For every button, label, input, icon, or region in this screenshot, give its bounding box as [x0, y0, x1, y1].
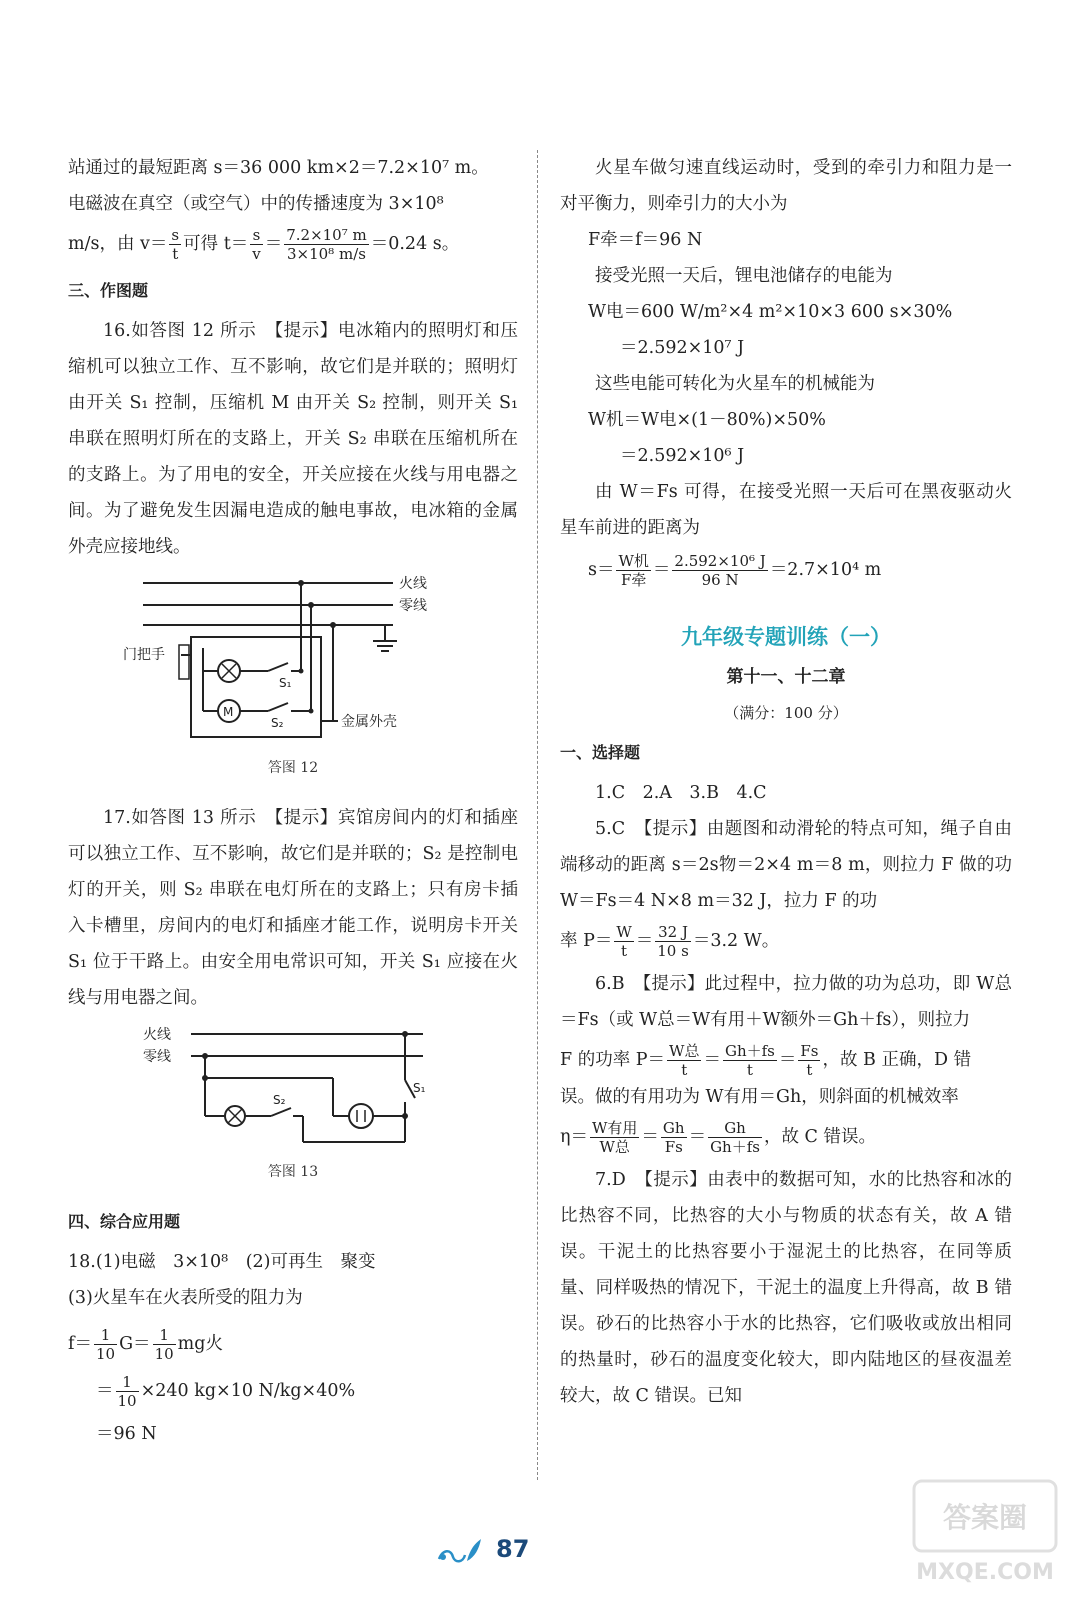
question-18-answers: 18.(1)电磁 3×10⁸ (2)可再生 聚变	[68, 1252, 376, 1272]
fraction: $\frac{\text{7.2×10⁷ m}}{\text{3×10⁸ m/s}}$	[286, 226, 367, 263]
left-p2: 电磁波在真空（或空气）中的传播速度为 3×10⁸	[68, 194, 444, 214]
equation: s＝ $\frac{\text{W机}}{\text{F牵}}$ ＝ $\frac{\text{2.592×10⁶ J}}{96 N}$ ＝2.7×10⁴ m	[588, 552, 882, 589]
neutral-wire-label: 零线	[143, 1049, 171, 1065]
circuit-diagram-12	[123, 573, 463, 748]
section-4-heading: 四、综合应用题	[68, 1212, 181, 1231]
live-wire-label: 火线	[399, 576, 427, 592]
right-column	[560, 150, 1012, 1414]
equation: F牵＝f＝96 N	[588, 230, 703, 250]
answers-1-4: 1.C 2.A 3.B 4.C	[595, 783, 767, 803]
question-5: 5.C 【提示】由题图和动滑轮的特点可知，绳子自由端移动的距离 s＝2s物＝2×4 m＝8 m，则拉力 F 做的功 W＝Fs＝4 N×8 m＝32 J，拉力 F 的功	[560, 819, 1012, 911]
question-16: 16.如答图 12 所示 【提示】电冰箱内的照明灯和压缩机可以独立工作、互不影响，故它们是并联的；照明灯由开关 S₁ 控制，压缩机 M 由开关 S₂ 控制，则开关 S₁ 串联在照明灯所在的支路上，开关 S₂ 串联在压缩机所在的支路上。为了用电的安全，开关应接在火线与用电器之间。为了避免发生因漏电造成的触电事故，电冰箱的金属外壳应接地线。	[68, 321, 518, 557]
question-6-formula: F 的功率 P＝ $\frac{\text{W总}}{t}$ ＝ $\frac{Gh+fs}{t}$ ＝ $\frac{Fs}{t}$ ，故 B 正确，D 错	[560, 1042, 972, 1079]
figure-12-caption: 答图 12	[267, 760, 319, 776]
equation: ＝ $\frac{1}{10}$ ×240 kg×10 N/kg×40%	[96, 1373, 356, 1410]
svg-text:S₂: S₂	[273, 1093, 286, 1107]
question-6-text: 误。做的有用功为 W有用＝Gh，则斜面的机械效率	[560, 1087, 959, 1107]
question-17: 17.如答图 13 所示 【提示】宾馆房间内的灯和插座可以独立工作、互不影响，故它们是并联的；S₂ 是控制电灯的开关，则 S₂ 串联在电灯所在的支路上；只有房卡插入卡槽里，房间内的电灯和插座才能工作，说明房卡开关 S₁ 位于干路上。由安全用电常识可知，开关 S₁ 应接在火线与用电器之间。	[68, 808, 518, 1008]
watermark-logo	[910, 1475, 1060, 1595]
metal-shell-label: 金属外壳	[341, 714, 397, 730]
svg-text:答案圈: 答案圈	[942, 1501, 1028, 1534]
right-p3: 这些电能可转化为火星车的机械能为	[595, 374, 875, 394]
equation: ＝2.592×10⁶ J	[620, 446, 745, 466]
right-p2: 接受光照一天后，锂电池储存的电能为	[595, 266, 893, 286]
question-5-formula: 率 P＝ $\frac{W}{t}$ ＝ $\frac{32 J}{10 s}$ ＝3.2 W。	[560, 923, 780, 960]
equation: ＝96 N	[96, 1424, 157, 1444]
question-7: 7.D 【提示】由表中的数据可知，水的比热容和冰的比热容不同，比热容的大小与物质的状态有关，故 A 错误。干泥土的比热容要小于湿泥土的比热容，在同等质量、同样吸热的情况下，干泥土的温度上升得高，故 B 错误。砂石的比热容小于水的比热容，它们吸收或放出相同的热量时，砂石的温度变化较大，即内陆地区的昼夜温差较大，故 C 错误。已知	[560, 1170, 1012, 1406]
neutral-wire-label: 零线	[399, 598, 427, 614]
right-p1: 火星车做匀速直线运动时，受到的牵引力和阻力是一对平衡力，则牵引力的大小为	[560, 158, 1012, 214]
svg-text:MXQE.COM: MXQE.COM	[916, 1560, 1054, 1585]
left-p1: 站通过的最短距离 s＝36 000 km×2＝7.2×10⁷ m。	[68, 158, 489, 178]
question-6: 6.B 【提示】此过程中，拉力做的功为总功，即 W总＝Fs（或 W总＝W有用＋W额外＝Gh＋fs），则拉力	[560, 974, 1012, 1030]
svg-text:S₁: S₁	[413, 1081, 426, 1095]
page-number: 87	[496, 1535, 530, 1563]
question-6-efficiency: η＝ $\frac{\text{W有用}}{\text{W总}}$ ＝ $\frac{Gh}{Fs}$ ＝ $\frac{Gh}{Gh+fs}$ ，故 C 错误。	[560, 1119, 876, 1156]
door-handle-label: 门把手	[123, 647, 165, 663]
equation: ＝2.592×10⁷ J	[620, 338, 745, 358]
svg-text:S₁: S₁	[279, 676, 292, 690]
right-p4: 由 W＝Fs 可得，在接受光照一天后可在黑夜驱动火星车前进的距离为	[560, 482, 1012, 538]
live-wire-label: 火线	[143, 1027, 171, 1043]
section-title: 九年级专题训练（一）	[681, 625, 891, 649]
equation: W机＝W电×(1－80%)×50%	[588, 410, 826, 430]
svg-text:M: M	[223, 705, 234, 719]
left-column	[68, 150, 518, 1452]
circuit-diagram-13	[143, 1022, 443, 1152]
fraction: $\frac{s}{v}$	[252, 226, 261, 263]
column-divider	[537, 150, 538, 1480]
figure-13-caption: 答图 13	[267, 1164, 319, 1180]
chapter-subtitle: 第十一、十二章	[726, 667, 846, 687]
section-1-heading: 一、选择题	[560, 743, 641, 762]
section-3-heading: 三、作图题	[68, 281, 149, 300]
decorative-wave-icon	[435, 1535, 485, 1569]
question-18-part3: (3)火星车在火表所受的阻力为	[68, 1288, 303, 1308]
equation: W电＝600 W/m²×4 m²×10×3 600 s×30%	[588, 302, 953, 322]
svg-text:S₂: S₂	[271, 716, 284, 730]
left-p3: m/s，由 v＝ $\frac{s}{t}$ 可得 t＝ $\frac{s}{v}$ ＝ $\frac{\text{7.2×10⁷ m}}{\text{3×10⁸ m/s}}$ ＝0.24 s。	[68, 226, 460, 263]
equation: f＝ $\frac{1}{10}$ G＝ $\frac{1}{10}$ mg火	[68, 1326, 223, 1363]
fraction: $\frac{s}{t}$	[171, 226, 180, 263]
full-score-note: （满分：100 分）	[724, 704, 848, 722]
